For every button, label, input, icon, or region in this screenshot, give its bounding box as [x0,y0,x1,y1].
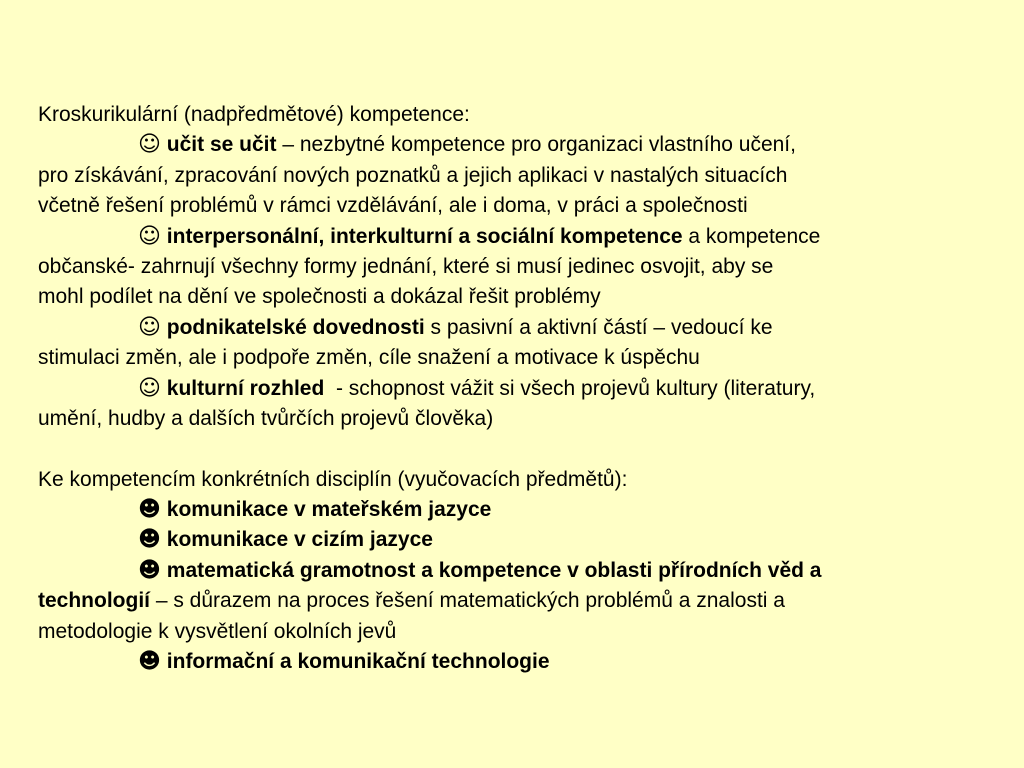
item-text: stimulaci změn, ale i podpoře změn, cíle snažení a motivace k úspěchu [38,346,700,370]
spacer [38,434,988,464]
list-item [38,374,988,404]
item-text [38,586,988,616]
item-title: kulturní rozhled [166,376,325,400]
item-text: s pasivní a aktivní částí – vedoucí ke [424,315,773,339]
item-text: občanské- zahrnují všechny formy jednání, které si musí jedinec osvojit, aby se [38,254,774,278]
section2-heading: Ke kompetencím konkrétních disciplín (vyučovacích předmětů): [38,467,628,491]
section1-heading: Kroskurikulární (nadpředmětové) kompetence: [38,103,470,126]
list-item [38,222,988,252]
smiley-filled-icon: ☻ [138,649,161,675]
item-title: podnikatelské dovednosti [166,315,425,339]
item-text: – s důrazem na proces řešení matematických problémů a znalosti a [150,589,785,613]
item-title: informační a komunikační technologie [166,650,550,674]
item-text: a kompetence [682,224,821,248]
list-item [38,130,988,160]
smiley-outline-icon: ☺ [138,223,161,249]
item-text: umění, hudby a dalších tvůrčích projevů člověka) [38,406,494,430]
item-title: učit se učit [166,133,277,157]
item-text: včetně řešení problémů v rámci vzdělávání, ale i doma, v práci a společnosti [38,194,748,218]
smiley-filled-icon: ☻ [138,527,161,553]
list-item [38,525,988,555]
item-title: matematická gramotnost a kompetence v oblasti přírodních věd a [166,558,822,582]
list-item [38,647,988,677]
item-title: interpersonální, interkulturní a sociální kompetence [166,224,683,248]
list-item [38,313,988,343]
item-title-continued: technologií [38,589,150,613]
item-title: komunikace v cizím jazyce [166,528,433,552]
smiley-outline-icon: ☺ [138,375,161,401]
list-item [38,556,988,586]
slide-body [38,100,988,677]
smiley-filled-icon: ☻ [138,497,161,523]
item-text: mohl podílet na dění ve společnosti a dokázal řešit problémy [38,285,601,309]
list-item [38,495,988,525]
item-title: komunikace v mateřském jazyce [166,498,492,522]
item-text: pro získávání, zpracování nových poznatků a jejich aplikaci v nastalých situacích [38,163,788,187]
item-text: - schopnost vážit si všech projevů kultury (literatury, [324,376,816,400]
smiley-outline-icon: ☺ [138,314,161,340]
smiley-outline-icon: ☺ [138,132,161,158]
item-text: metodologie k vysvětlení okolních jevů [38,619,397,643]
item-text: – nezbytné kompetence pro organizaci vlastního učení, [276,133,796,157]
smiley-filled-icon: ☻ [138,557,161,583]
